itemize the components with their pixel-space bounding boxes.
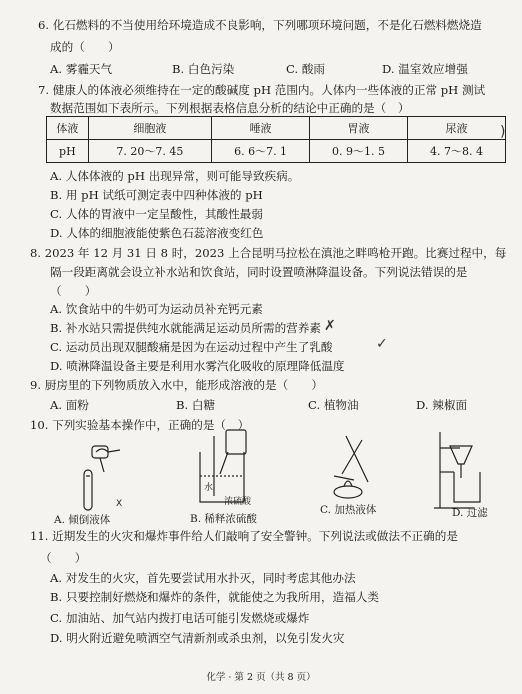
figure-c-caption: C. 加热液体 [320,504,377,516]
figure-b-caption: B. 稀释浓硫酸 [190,513,257,525]
q8-stem-line1: 8. 2023 年 12 月 31 日 8 时，2023 上合昆明马拉松在滇池之畔鸣枪开跑。比赛过程中，每 [30,246,507,260]
ph-table-header: 细胞液 [88,117,211,140]
ph-table-header: 唾液 [212,117,310,140]
figure-pouring-liquid [66,440,146,518]
figure-b-label-acid: 浓硫酸 [224,497,252,507]
ph-table-cell: 6. 6～7. 1 [212,140,310,163]
figure-a-caption: A. 倾倒液体 [54,514,111,526]
q11-stem-line1: 11. 近期发生的火灾和爆炸事件给人们敲响了安全警钟。下列说法或做法不正确的是 [30,529,458,543]
q8-option-c: C. 运动员出现双腿酸痛是因为在运动过程中产生了乳酸 [50,340,333,354]
q7-option-c: C. 人体的胃液中一定呈酸性，其酸性最弱 [50,207,263,221]
ph-table [46,116,506,163]
check-mark-icon: ✓ [376,336,388,352]
q7-option-a: A. 人体体液的 pH 出现异常，则可能导致疾病。 [50,169,300,183]
q6-option-b: B. 白色污染 [172,62,235,76]
q8-option-a: A. 饮食站中的牛奶可为运动员补充钙元素 [50,302,263,316]
svg-text:X: X [116,499,123,509]
ph-table-row [47,140,506,163]
q7-stem-line1: 7. 健康人的体液必须维持在一定的酸碱度 pH 范围内。人体内一些体液的正常 pH 测试 [38,83,486,97]
ph-table-header-row [47,117,506,140]
q11-option-a: A. 对发生的火灾，首先要尝试用水扑灭，同时考虑其他办法 [50,571,356,585]
ph-table-cell: 0. 9～1. 5 [310,140,408,163]
ph-table-header: 胃液 [310,117,408,140]
ph-table-header: 体液 [47,117,89,140]
q11-option-c: C. 加油站、加气站内拨打电话可能引发燃烧或爆炸 [50,611,310,625]
q10-stem: 10. 下列实验基本操作中，正确的是（ ） [30,418,250,432]
q11-option-d: D. 明火附近避免喷洒空气清新剂或杀虫剂，以免引发火灾 [50,631,345,645]
q7-option-b: B. 用 pH 试纸可测定表中四种体液的 pH [50,188,263,202]
q6-stem-line1: 6. 化石燃料的不当使用给环境造成不良影响，下列哪项环境问题，不是化石燃料燃烧造 [38,18,482,32]
q9-option-c: C. 植物油 [308,398,359,412]
q6-option-a: A. 雾霾天气 [50,62,113,76]
q8-stem-line2: 隔一段距离就会设立补水站和饮食站，同时设置喷淋降温设备。下列说法错误的是 [50,265,468,279]
q6-option-c: C. 酸雨 [286,62,326,76]
q11-stem-line2: （ ） [40,551,87,565]
margin-bracket-mark: ) [500,124,506,140]
q8-option-b: B. 补水站只需提供纯水就能满足运动员所需的营养素 [50,321,321,335]
q11-option-b: B. 只要控制好燃烧和爆炸的条件，就能使之为我所用，造福人类 [50,590,379,604]
ph-table-header: 尿液 [408,117,506,140]
q9-option-b: B. 白糖 [176,398,216,412]
q6-stem-line2: 成的（ ） [50,40,120,54]
ph-table-cell: pH [47,140,89,163]
q9-option-d: D. 辣椒面 [416,398,468,412]
figure-d-caption: D. 过滤 [452,507,488,519]
q8-stem-line3: （ ） [50,284,97,298]
q9-stem: 9. 厨房里的下列物质放入水中，能形成溶液的是（ ） [30,378,323,392]
ph-table-cell: 4. 7～8. 4 [408,140,506,163]
page-footer: 化学 · 第 2 页（共 8 页） [206,672,316,683]
q7-option-d: D. 人体的细胞液能使紫色石蕊溶液变红色 [50,226,264,240]
q8-option-d: D. 喷淋降温设备主要是利用水雾汽化吸收的原理降低温度 [50,359,345,373]
q6-option-d: D. 温室效应增强 [382,62,468,76]
figure-heating-liquid [316,432,394,504]
figure-filtration [432,428,506,512]
q9-option-a: A. 面粉 [50,398,89,412]
ph-table-cell: 7. 20～7. 45 [88,140,211,163]
q7-stem-line2: 数据范围如下表所示。下列根据表格信息分析的结论中正确的是（ ） [50,101,410,115]
cross-mark-icon: ✗ [324,318,336,334]
figure-b-label-water: 水 [204,483,214,493]
